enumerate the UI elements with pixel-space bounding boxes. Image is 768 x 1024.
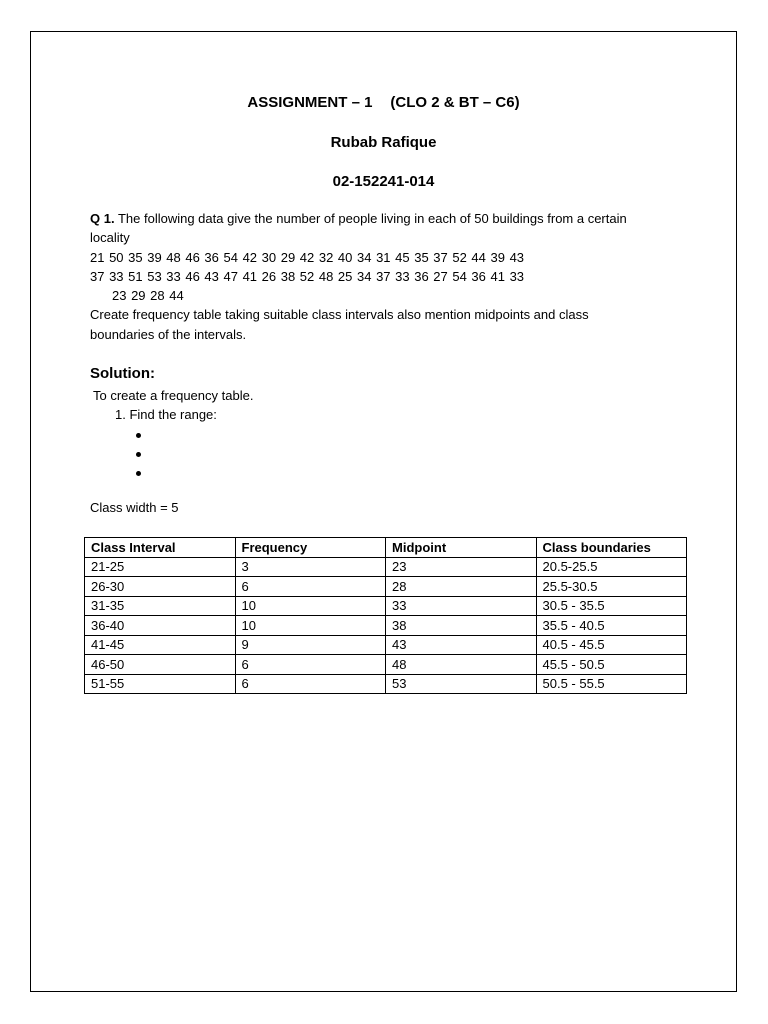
frequency-cell: 3 bbox=[235, 557, 386, 577]
student-name: Rubab Rafique bbox=[330, 134, 437, 151]
list-item bbox=[93, 463, 253, 482]
midpoint-cell: 53 bbox=[386, 674, 537, 694]
class-boundaries-cell: 20.5-25.5 bbox=[536, 557, 687, 577]
column-header-class-boundaries: Class boundaries bbox=[536, 538, 687, 558]
table-row bbox=[85, 635, 687, 655]
class-interval-cell: 41-45 bbox=[85, 635, 236, 655]
data-line-2: 37 33 51 53 33 46 43 47 41 26 38 52 48 25 34 37 33 36 27 54 36 41 33 bbox=[90, 268, 525, 284]
question-block bbox=[90, 209, 650, 344]
frequency-cell: 10 bbox=[235, 596, 386, 616]
frequency-cell: 6 bbox=[235, 655, 386, 675]
table-row bbox=[85, 674, 687, 694]
frequency-table bbox=[84, 537, 687, 694]
question-label: Q 1. bbox=[90, 211, 115, 226]
class-width-text: Class width = 5 bbox=[90, 500, 179, 515]
solution-step-1: 1. Find the range: bbox=[115, 407, 217, 423]
midpoint-cell: 38 bbox=[386, 616, 537, 636]
data-line-3: 23 29 28 44 bbox=[112, 288, 184, 304]
assignment-title-left: ASSIGNMENT – 1 bbox=[247, 94, 373, 111]
class-boundaries-cell: 40.5 - 45.5 bbox=[536, 635, 687, 655]
frequency-cell: 6 bbox=[235, 577, 386, 597]
assignment-title-right: (CLO 2 & BT – C6) bbox=[390, 94, 520, 111]
bullet-icon bbox=[136, 471, 141, 476]
column-header-frequency: Frequency bbox=[235, 538, 386, 558]
bullet-list bbox=[93, 425, 253, 483]
table-row bbox=[85, 557, 687, 577]
list-item bbox=[93, 444, 253, 463]
class-boundaries-cell: 45.5 - 50.5 bbox=[536, 655, 687, 675]
class-interval-cell: 36-40 bbox=[85, 616, 236, 636]
bullet-icon bbox=[136, 433, 141, 438]
data-line-1: 21 50 35 39 48 46 36 54 42 30 29 42 32 40 34 31 45 35 37 52 44 39 43 bbox=[90, 249, 525, 265]
question-text-paragraph bbox=[90, 209, 650, 248]
class-boundaries-cell: 30.5 - 35.5 bbox=[536, 596, 687, 616]
solution-intro: To create a frequency table. bbox=[93, 388, 254, 403]
list-item bbox=[93, 425, 253, 444]
table-row bbox=[85, 577, 687, 597]
column-header-class-interval: Class Interval bbox=[85, 538, 236, 558]
student-id: 02-152241-014 bbox=[332, 173, 435, 190]
column-header-midpoint: Midpoint bbox=[386, 538, 537, 558]
class-interval-cell: 31-35 bbox=[85, 596, 236, 616]
midpoint-cell: 28 bbox=[386, 577, 537, 597]
class-interval-cell: 51-55 bbox=[85, 674, 236, 694]
assignment-title bbox=[31, 94, 736, 111]
table-header-row bbox=[85, 538, 687, 558]
midpoint-cell: 48 bbox=[386, 655, 537, 675]
class-boundaries-cell: 25.5-30.5 bbox=[536, 577, 687, 597]
frequency-cell: 10 bbox=[235, 616, 386, 636]
class-interval-cell: 26-30 bbox=[85, 577, 236, 597]
class-interval-cell: 46-50 bbox=[85, 655, 236, 675]
frequency-cell: 9 bbox=[235, 635, 386, 655]
solution-body bbox=[93, 386, 253, 482]
question-text: The following data give the number of people living in each of 50 buildings from a certain locality bbox=[90, 211, 627, 246]
midpoint-cell: 43 bbox=[386, 635, 537, 655]
midpoint-cell: 23 bbox=[386, 557, 537, 577]
class-boundaries-cell: 50.5 - 55.5 bbox=[536, 674, 687, 694]
question-instruction: Create frequency table taking suitable class intervals also mention midpoints and class boundaries of the intervals. bbox=[90, 307, 589, 342]
class-boundaries-cell: 35.5 - 40.5 bbox=[536, 616, 687, 636]
document-page bbox=[30, 31, 737, 992]
table-row bbox=[85, 616, 687, 636]
table-row bbox=[85, 596, 687, 616]
bullet-icon bbox=[136, 452, 141, 457]
solution-heading: Solution: bbox=[90, 365, 155, 382]
class-interval-cell: 21-25 bbox=[85, 557, 236, 577]
table-row bbox=[85, 655, 687, 675]
midpoint-cell: 33 bbox=[386, 596, 537, 616]
frequency-cell: 6 bbox=[235, 674, 386, 694]
